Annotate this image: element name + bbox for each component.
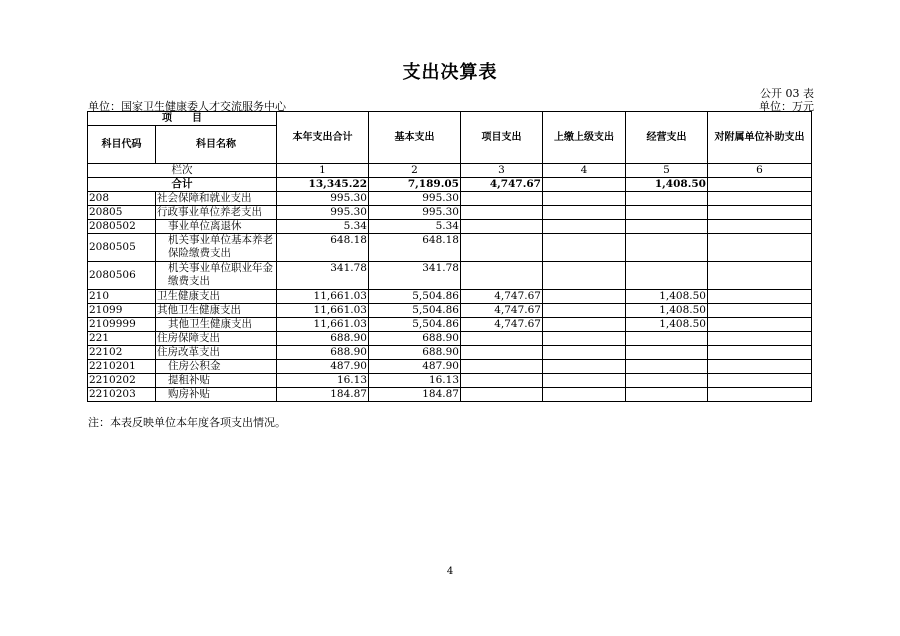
table-row xyxy=(88,192,812,206)
subject-code: 2080502 xyxy=(88,220,156,234)
table-row xyxy=(88,206,812,220)
header-remit-upper-expenditure: 上缴上级支出 xyxy=(543,112,626,164)
amount-cell xyxy=(708,360,812,374)
amount-cell xyxy=(543,220,626,234)
amount-cell xyxy=(543,304,626,318)
amount-cell xyxy=(461,360,543,374)
subject-name: 购房补贴 xyxy=(156,388,277,402)
amount-cell: 1,408.50 xyxy=(626,290,708,304)
amount-cell xyxy=(626,346,708,360)
amount-cell xyxy=(543,206,626,220)
currency-unit: 单位：万元 xyxy=(759,100,814,113)
amount-cell xyxy=(543,192,626,206)
amount-cell: 688.90 xyxy=(277,332,369,346)
subject-code: 2109999 xyxy=(88,318,156,332)
table-row xyxy=(88,346,812,360)
form-number: 公开 03 表 xyxy=(760,87,814,100)
amount-cell: 184.87 xyxy=(277,388,369,402)
amount-cell xyxy=(708,318,812,332)
amount-cell: 1,408.50 xyxy=(626,318,708,332)
page-title: 支出决算表 xyxy=(402,62,498,83)
total-value: 13,345.22 xyxy=(277,178,369,192)
column-number: 2 xyxy=(369,164,461,178)
amount-cell: 4,747.67 xyxy=(461,318,543,332)
amount-cell xyxy=(708,290,812,304)
column-number-label: 栏次 xyxy=(88,164,277,178)
amount-cell: 341.78 xyxy=(277,262,369,290)
amount-cell xyxy=(708,234,812,262)
subject-code: 2210201 xyxy=(88,360,156,374)
subject-code: 221 xyxy=(88,332,156,346)
amount-cell: 648.18 xyxy=(277,234,369,262)
amount-cell: 5,504.86 xyxy=(369,304,461,318)
subject-name: 其他卫生健康支出 xyxy=(156,318,277,332)
total-value: 4,747.67 xyxy=(461,178,543,192)
amount-cell xyxy=(626,206,708,220)
subject-name: 社会保障和就业支出 xyxy=(156,192,277,206)
header-subsidiary-subsidy: 对附属单位补助支出 xyxy=(708,112,812,164)
amount-cell xyxy=(543,234,626,262)
amount-cell xyxy=(461,220,543,234)
amount-cell xyxy=(626,234,708,262)
amount-cell xyxy=(543,332,626,346)
amount-cell xyxy=(543,374,626,388)
total-row xyxy=(88,178,812,192)
amount-cell: 688.90 xyxy=(369,332,461,346)
amount-cell: 648.18 xyxy=(369,234,461,262)
amount-cell xyxy=(461,346,543,360)
subject-name: 事业单位离退休 xyxy=(156,220,277,234)
amount-cell xyxy=(543,346,626,360)
column-number: 6 xyxy=(708,164,812,178)
table-row xyxy=(88,374,812,388)
amount-cell: 5.34 xyxy=(277,220,369,234)
subject-name: 提租补贴 xyxy=(156,374,277,388)
column-number: 5 xyxy=(626,164,708,178)
amount-cell: 487.90 xyxy=(369,360,461,374)
amount-cell xyxy=(543,290,626,304)
amount-cell xyxy=(461,206,543,220)
subject-name: 机关事业单位职业年金缴费支出 xyxy=(156,262,277,290)
amount-cell: 4,747.67 xyxy=(461,290,543,304)
subject-code: 210 xyxy=(88,290,156,304)
amount-cell xyxy=(626,374,708,388)
table-row xyxy=(88,220,812,234)
subject-code: 2210202 xyxy=(88,374,156,388)
amount-cell xyxy=(543,388,626,402)
header-subject-code: 科目代码 xyxy=(88,126,156,164)
header-operating-expenditure: 经营支出 xyxy=(626,112,708,164)
amount-cell: 184.87 xyxy=(369,388,461,402)
amount-cell: 995.30 xyxy=(277,192,369,206)
amount-cell xyxy=(626,360,708,374)
table-note: 注：本表反映单位本年度各项支出情况。 xyxy=(88,416,286,429)
amount-cell: 487.90 xyxy=(277,360,369,374)
amount-cell xyxy=(461,374,543,388)
subject-code: 21099 xyxy=(88,304,156,318)
table-row xyxy=(88,234,812,262)
amount-cell: 995.30 xyxy=(369,206,461,220)
amount-cell xyxy=(708,262,812,290)
amount-cell xyxy=(708,304,812,318)
amount-cell xyxy=(543,318,626,332)
amount-cell xyxy=(708,374,812,388)
amount-cell xyxy=(626,192,708,206)
table-row xyxy=(88,304,812,318)
column-number-row xyxy=(88,164,812,178)
subject-code: 208 xyxy=(88,192,156,206)
amount-cell xyxy=(461,192,543,206)
amount-cell xyxy=(708,332,812,346)
amount-cell: 5.34 xyxy=(369,220,461,234)
total-value: 7,189.05 xyxy=(369,178,461,192)
amount-cell xyxy=(708,346,812,360)
amount-cell: 341.78 xyxy=(369,262,461,290)
table-row xyxy=(88,388,812,402)
column-number: 3 xyxy=(461,164,543,178)
amount-cell xyxy=(461,262,543,290)
page-number: 4 xyxy=(446,566,454,577)
table-row xyxy=(88,332,812,346)
subject-code: 20805 xyxy=(88,206,156,220)
amount-cell: 688.90 xyxy=(277,346,369,360)
amount-cell: 995.30 xyxy=(369,192,461,206)
amount-cell xyxy=(708,220,812,234)
total-value xyxy=(708,178,812,192)
table-row xyxy=(88,290,812,304)
table-row xyxy=(88,318,812,332)
reporting-unit: 单位：国家卫生健康委人才交流服务中心 xyxy=(88,100,286,113)
amount-cell: 995.30 xyxy=(277,206,369,220)
column-number: 4 xyxy=(543,164,626,178)
subject-code: 2210203 xyxy=(88,388,156,402)
header-basic-expenditure: 基本支出 xyxy=(369,112,461,164)
amount-cell: 11,661.03 xyxy=(277,304,369,318)
amount-cell xyxy=(708,192,812,206)
total-value xyxy=(543,178,626,192)
amount-cell: 16.13 xyxy=(277,374,369,388)
expenditure-table xyxy=(87,111,812,402)
subject-code: 22102 xyxy=(88,346,156,360)
amount-cell xyxy=(626,332,708,346)
amount-cell: 688.90 xyxy=(369,346,461,360)
amount-cell xyxy=(461,234,543,262)
table-row xyxy=(88,360,812,374)
amount-cell: 11,661.03 xyxy=(277,290,369,304)
amount-cell xyxy=(626,262,708,290)
total-value: 1,408.50 xyxy=(626,178,708,192)
amount-cell xyxy=(708,388,812,402)
subject-name: 卫生健康支出 xyxy=(156,290,277,304)
amount-cell: 16.13 xyxy=(369,374,461,388)
amount-cell xyxy=(543,262,626,290)
amount-cell xyxy=(543,360,626,374)
amount-cell xyxy=(461,332,543,346)
header-total-expenditure: 本年支出合计 xyxy=(277,112,369,164)
header-subject-name: 科目名称 xyxy=(156,126,277,164)
amount-cell: 11,661.03 xyxy=(277,318,369,332)
header-project-expenditure: 项目支出 xyxy=(461,112,543,164)
subject-name: 住房改革支出 xyxy=(156,346,277,360)
amount-cell: 1,408.50 xyxy=(626,304,708,318)
column-number: 1 xyxy=(277,164,369,178)
amount-cell xyxy=(708,206,812,220)
subject-name: 机关事业单位基本养老保险缴费支出 xyxy=(156,234,277,262)
subject-name: 其他卫生健康支出 xyxy=(156,304,277,318)
subject-name: 住房公积金 xyxy=(156,360,277,374)
amount-cell xyxy=(626,220,708,234)
subject-name: 住房保障支出 xyxy=(156,332,277,346)
amount-cell: 5,504.86 xyxy=(369,290,461,304)
table-row xyxy=(88,262,812,290)
amount-cell: 4,747.67 xyxy=(461,304,543,318)
total-label: 合计 xyxy=(88,178,277,192)
subject-code: 2080506 xyxy=(88,262,156,290)
amount-cell xyxy=(461,388,543,402)
subject-code: 2080505 xyxy=(88,234,156,262)
subject-name: 行政事业单位养老支出 xyxy=(156,206,277,220)
amount-cell: 5,504.86 xyxy=(369,318,461,332)
header-item: 项 目 xyxy=(88,112,277,126)
amount-cell xyxy=(626,388,708,402)
